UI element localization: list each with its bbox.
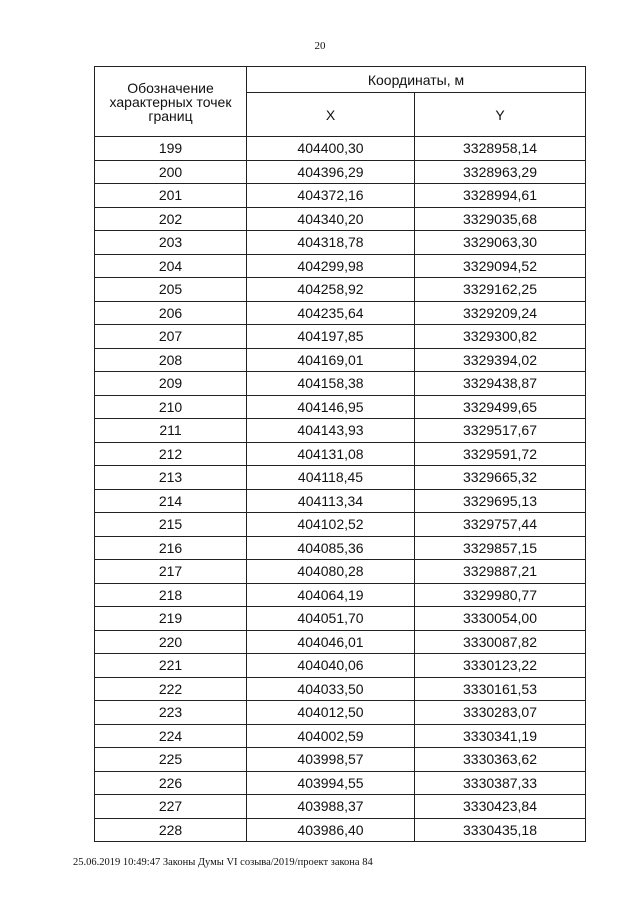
point-id-cell: 201 — [95, 184, 247, 208]
table-row — [95, 630, 586, 654]
header-x: X — [247, 93, 415, 137]
y-coordinate-cell: 3328994,61 — [415, 184, 586, 208]
x-coordinate-cell: 404400,30 — [247, 137, 415, 161]
x-coordinate-cell: 403988,37 — [247, 795, 415, 819]
footer-note: 25.06.2019 10:49:47 Законы Думы VI созыва/2019/проект закона 84 — [73, 857, 373, 868]
x-coordinate-cell: 404102,52 — [247, 513, 415, 537]
y-coordinate-cell: 3330123,22 — [415, 654, 586, 678]
y-coordinate-cell: 3329591,72 — [415, 442, 586, 466]
x-coordinate-cell: 404258,92 — [247, 278, 415, 302]
x-coordinate-cell: 404080,28 — [247, 560, 415, 584]
table-row — [95, 607, 586, 631]
x-coordinate-cell: 404012,50 — [247, 701, 415, 725]
x-coordinate-cell: 404051,70 — [247, 607, 415, 631]
x-coordinate-cell: 404040,06 — [247, 654, 415, 678]
x-coordinate-cell: 403986,40 — [247, 818, 415, 842]
point-id-cell: 199 — [95, 137, 247, 161]
y-coordinate-cell: 3328963,29 — [415, 160, 586, 184]
table-row — [95, 654, 586, 678]
table-row — [95, 795, 586, 819]
table-row — [95, 278, 586, 302]
y-coordinate-cell: 3329394,02 — [415, 348, 586, 372]
point-id-cell: 225 — [95, 748, 247, 772]
point-id-cell: 221 — [95, 654, 247, 678]
y-coordinate-cell: 3329063,30 — [415, 231, 586, 255]
point-id-cell: 206 — [95, 301, 247, 325]
x-coordinate-cell: 404299,98 — [247, 254, 415, 278]
point-id-cell: 219 — [95, 607, 247, 631]
x-coordinate-cell: 404113,34 — [247, 489, 415, 513]
y-coordinate-cell: 3329665,32 — [415, 466, 586, 490]
table-row — [95, 184, 586, 208]
x-coordinate-cell: 404118,45 — [247, 466, 415, 490]
point-id-cell: 216 — [95, 536, 247, 560]
y-coordinate-cell: 3330054,00 — [415, 607, 586, 631]
table-row — [95, 724, 586, 748]
y-coordinate-cell: 3329035,68 — [415, 207, 586, 231]
header-y: Y — [415, 93, 586, 137]
point-id-cell: 220 — [95, 630, 247, 654]
header-coordinates: Координаты, м — [247, 67, 586, 93]
y-coordinate-cell: 3329695,13 — [415, 489, 586, 513]
table-row — [95, 489, 586, 513]
point-id-cell: 226 — [95, 771, 247, 795]
y-coordinate-cell: 3329980,77 — [415, 583, 586, 607]
table-row — [95, 748, 586, 772]
point-id-cell: 212 — [95, 442, 247, 466]
table-header — [95, 67, 586, 137]
table-row — [95, 419, 586, 443]
y-coordinate-cell: 3329209,24 — [415, 301, 586, 325]
y-coordinate-cell: 3329162,25 — [415, 278, 586, 302]
y-coordinate-cell: 3329499,65 — [415, 395, 586, 419]
page-number: 20 — [314, 40, 326, 52]
table-row — [95, 160, 586, 184]
table-row — [95, 137, 586, 161]
x-coordinate-cell: 403998,57 — [247, 748, 415, 772]
table-row — [95, 348, 586, 372]
x-coordinate-cell: 404064,19 — [247, 583, 415, 607]
y-coordinate-cell: 3330341,19 — [415, 724, 586, 748]
x-coordinate-cell: 404169,01 — [247, 348, 415, 372]
y-coordinate-cell: 3330087,82 — [415, 630, 586, 654]
point-id-cell: 218 — [95, 583, 247, 607]
x-coordinate-cell: 404235,64 — [247, 301, 415, 325]
x-coordinate-cell: 403994,55 — [247, 771, 415, 795]
table-row — [95, 583, 586, 607]
point-id-cell: 204 — [95, 254, 247, 278]
x-coordinate-cell: 404158,38 — [247, 372, 415, 396]
x-coordinate-cell: 404146,95 — [247, 395, 415, 419]
point-id-cell: 213 — [95, 466, 247, 490]
table-row — [95, 771, 586, 795]
y-coordinate-cell: 3329094,52 — [415, 254, 586, 278]
x-coordinate-cell: 404046,01 — [247, 630, 415, 654]
x-coordinate-cell: 404372,16 — [247, 184, 415, 208]
y-coordinate-cell: 3329300,82 — [415, 325, 586, 349]
table-row — [95, 536, 586, 560]
header-designation: Обозначение характерных точек границ — [95, 67, 247, 137]
table-row — [95, 254, 586, 278]
y-coordinate-cell: 3330435,18 — [415, 818, 586, 842]
point-id-cell: 217 — [95, 560, 247, 584]
point-id-cell: 227 — [95, 795, 247, 819]
table-row — [95, 818, 586, 842]
point-id-cell: 205 — [95, 278, 247, 302]
point-id-cell: 215 — [95, 513, 247, 537]
y-coordinate-cell: 3330423,84 — [415, 795, 586, 819]
y-coordinate-cell: 3328958,14 — [415, 137, 586, 161]
coordinates-table — [94, 66, 586, 842]
point-id-cell: 223 — [95, 701, 247, 725]
table-row — [95, 301, 586, 325]
table-row — [95, 513, 586, 537]
y-coordinate-cell: 3329887,21 — [415, 560, 586, 584]
y-coordinate-cell: 3329857,15 — [415, 536, 586, 560]
x-coordinate-cell: 404197,85 — [247, 325, 415, 349]
point-id-cell: 210 — [95, 395, 247, 419]
point-id-cell: 211 — [95, 419, 247, 443]
table-row — [95, 372, 586, 396]
table-row — [95, 395, 586, 419]
table-row — [95, 442, 586, 466]
table-row — [95, 466, 586, 490]
x-coordinate-cell: 404085,36 — [247, 536, 415, 560]
y-coordinate-cell: 3330363,62 — [415, 748, 586, 772]
y-coordinate-cell: 3330161,53 — [415, 677, 586, 701]
point-id-cell: 222 — [95, 677, 247, 701]
x-coordinate-cell: 404002,59 — [247, 724, 415, 748]
y-coordinate-cell: 3329517,67 — [415, 419, 586, 443]
point-id-cell: 202 — [95, 207, 247, 231]
point-id-cell: 224 — [95, 724, 247, 748]
point-id-cell: 200 — [95, 160, 247, 184]
x-coordinate-cell: 404318,78 — [247, 231, 415, 255]
table-body — [95, 137, 586, 842]
table-row — [95, 325, 586, 349]
point-id-cell: 209 — [95, 372, 247, 396]
point-id-cell: 208 — [95, 348, 247, 372]
point-id-cell: 228 — [95, 818, 247, 842]
x-coordinate-cell: 404340,20 — [247, 207, 415, 231]
table-row — [95, 207, 586, 231]
table-row — [95, 701, 586, 725]
point-id-cell: 207 — [95, 325, 247, 349]
y-coordinate-cell: 3329757,44 — [415, 513, 586, 537]
x-coordinate-cell: 404143,93 — [247, 419, 415, 443]
table-row — [95, 231, 586, 255]
x-coordinate-cell: 404396,29 — [247, 160, 415, 184]
y-coordinate-cell: 3330387,33 — [415, 771, 586, 795]
y-coordinate-cell: 3329438,87 — [415, 372, 586, 396]
point-id-cell: 203 — [95, 231, 247, 255]
table-row — [95, 677, 586, 701]
point-id-cell: 214 — [95, 489, 247, 513]
table-row — [95, 560, 586, 584]
x-coordinate-cell: 404131,08 — [247, 442, 415, 466]
x-coordinate-cell: 404033,50 — [247, 677, 415, 701]
y-coordinate-cell: 3330283,07 — [415, 701, 586, 725]
